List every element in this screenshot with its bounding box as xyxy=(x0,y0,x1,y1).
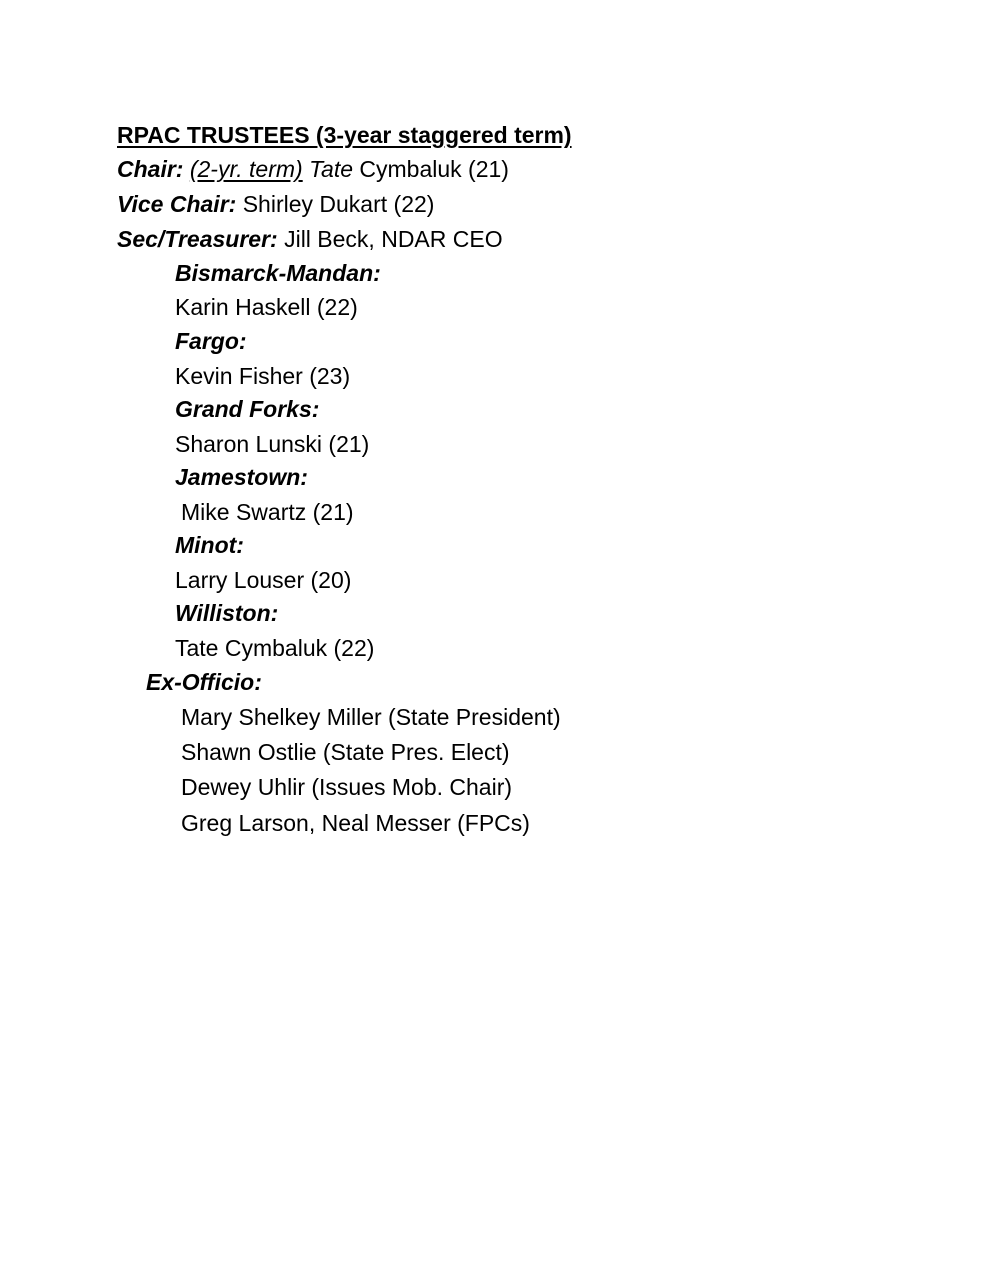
chair-label: Chair: xyxy=(117,156,184,182)
chair-name-rest: Cymbaluk (21) xyxy=(359,156,509,182)
sec-treasurer-line xyxy=(117,224,503,254)
chair-term-note: (2-yr. term) xyxy=(189,156,303,182)
vice-chair-value: Shirley Dukart (22) xyxy=(242,191,435,217)
board-trustee: Sharon Lunski (21) xyxy=(175,431,370,457)
vice-chair-label: Vice Chair: xyxy=(117,191,237,217)
sec-treasurer-value: Jill Beck, NDAR CEO xyxy=(284,226,503,252)
board-name: Williston: xyxy=(175,600,279,626)
ex-officio-member: Shawn Ostlie (State Pres. Elect) xyxy=(181,739,510,765)
ex-officio-member: Mary Shelkey Miller (State President) xyxy=(181,704,561,730)
board-trustee: Karin Haskell (22) xyxy=(175,294,358,320)
board-name: Jamestown: xyxy=(175,464,308,490)
chair-first-name: Tate xyxy=(309,156,354,182)
ex-officio-member: Greg Larson, Neal Messer (FPCs) xyxy=(181,810,530,836)
board-trustee: Mike Swartz (21) xyxy=(181,499,354,525)
board-name: Grand Forks: xyxy=(175,396,320,422)
board-name: Minot: xyxy=(175,532,244,558)
board-trustee: Tate Cymbaluk (22) xyxy=(175,635,375,661)
board-trustee: Larry Louser (20) xyxy=(175,567,352,593)
board-trustee: Kevin Fisher (23) xyxy=(175,363,351,389)
board-name: Fargo: xyxy=(175,328,247,354)
board-name: Bismarck-Mandan: xyxy=(175,260,381,286)
ex-officio-member: Dewey Uhlir (Issues Mob. Chair) xyxy=(181,774,513,800)
ex-officio-label: Ex-Officio: xyxy=(146,669,262,695)
chair-line xyxy=(117,154,509,184)
sec-treasurer-label: Sec/Treasurer: xyxy=(117,226,278,252)
page-title: RPAC TRUSTEES (3-year staggered term) xyxy=(117,122,572,148)
vice-chair-line xyxy=(117,189,434,219)
